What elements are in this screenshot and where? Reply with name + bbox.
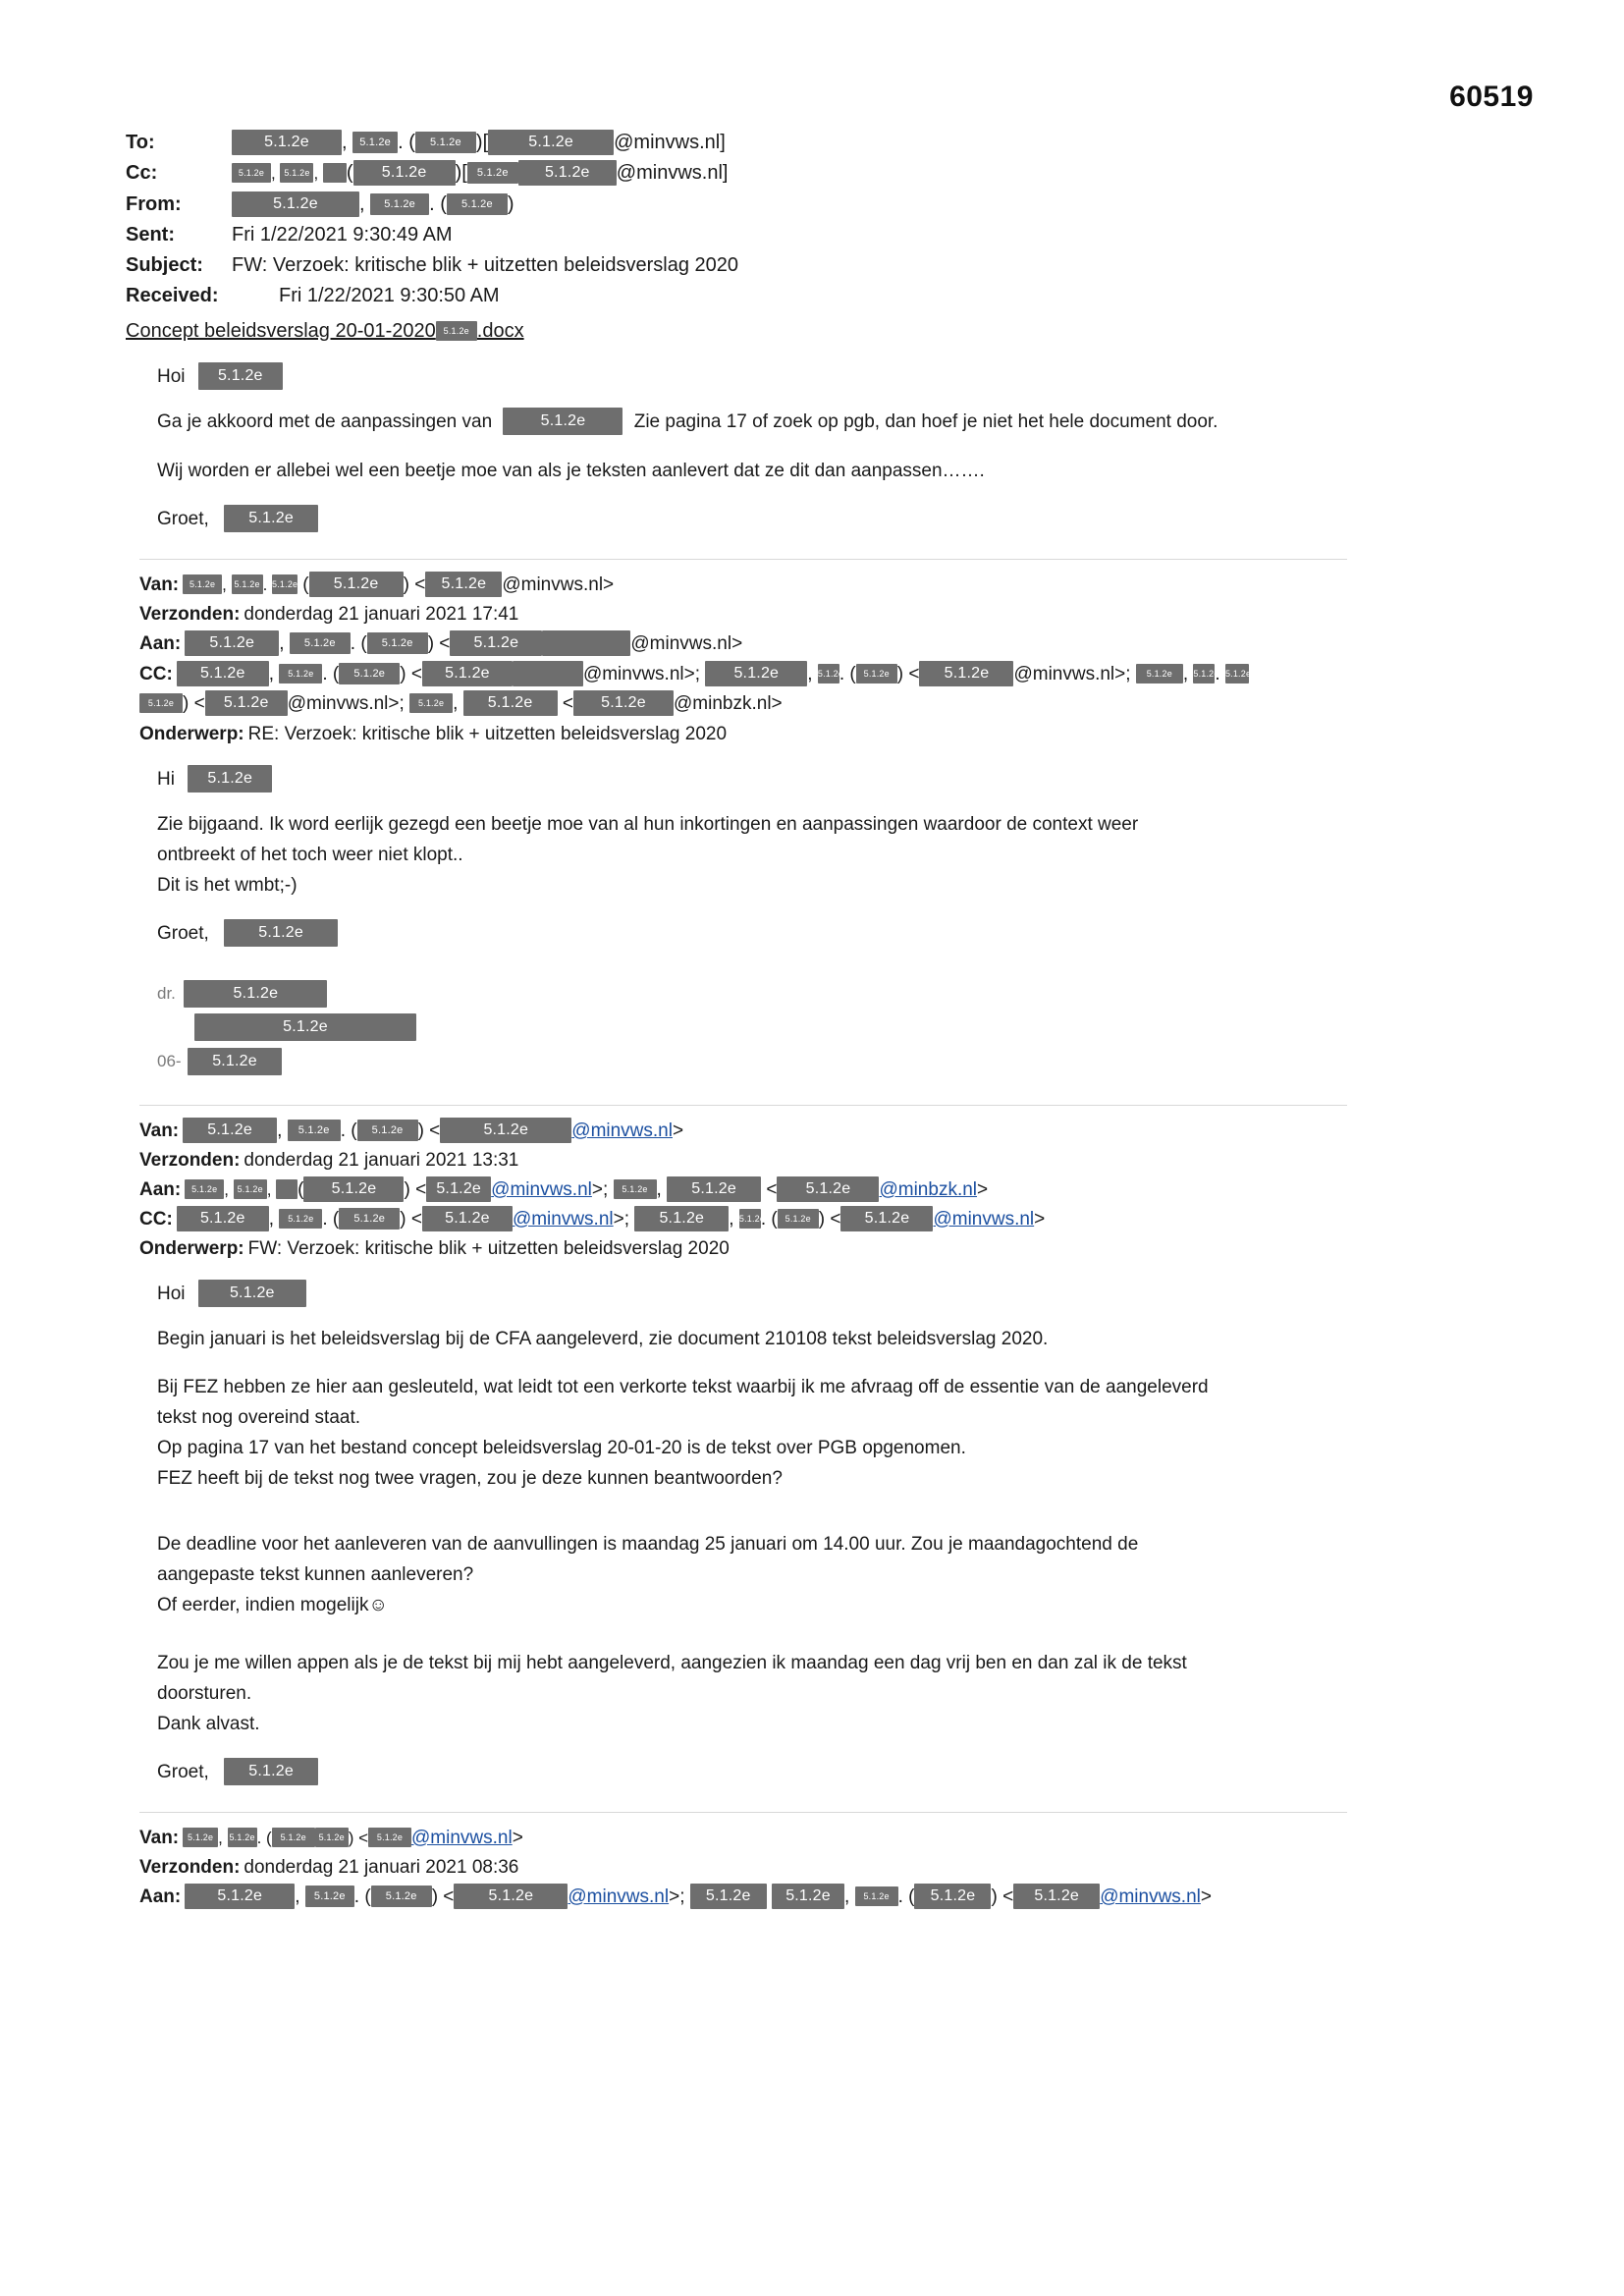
redaction-box: 5.1.2e: [467, 162, 518, 184]
header-value-to: 5.1.2e , 5.1.2e . ( 5.1.2e )[ 5.1.2e @minvws.nl]: [232, 128, 1520, 157]
email-link[interactable]: @minvws.nl: [933, 1209, 1035, 1230]
message-2-signature: [143, 977, 1520, 1079]
redaction-box: 5.1.2e: [188, 1048, 282, 1075]
quoted-domain: @minvws.nl>: [630, 633, 743, 654]
redaction-box: 5.1.2e: [194, 1013, 416, 1041]
header-row-received: [126, 281, 1520, 310]
paragraph-text: Ga je akkoord met de aanpassingen van: [157, 411, 493, 433]
redaction-box: 5.1.2e: [288, 1120, 341, 1141]
divider: [139, 1812, 1347, 1813]
quoted-label-verzonden: Verzonden:: [139, 604, 241, 625]
redaction-box: 5.1.2e: [184, 980, 327, 1008]
greeting-text: Hi: [157, 769, 175, 791]
redaction-box: 5.1.2e: [232, 574, 263, 594]
message-3-paragraph-2-line-2: tekst nog overeind staat.: [157, 1407, 361, 1428]
redaction-box: 5.1.2e: [1013, 1884, 1100, 1909]
email-link[interactable]: @minvws.nl: [491, 1179, 592, 1200]
redaction-box: 5.1.2e: [856, 664, 897, 683]
redaction-box: 5.1.2e: [818, 664, 839, 683]
signature-line-1: [157, 977, 1520, 1011]
redaction-box: 5.1.2e: [353, 160, 456, 186]
quoted-verzonden-value: donderdag 21 januari 2021 17:41: [244, 604, 519, 625]
signature-title: dr.: [157, 984, 176, 1003]
header-value-subject: FW: Verzoek: kritische blik + uitzetten beleidsverslag 2020: [232, 254, 738, 276]
redaction-box: 5.1.2e: [440, 1118, 571, 1143]
redaction-box: 5.1.2e: [840, 1206, 933, 1231]
redaction-box: 5.1.2e: [667, 1176, 761, 1202]
header-value-from: 5.1.2e , 5.1.2e . ( 5.1.2e ): [232, 190, 1520, 219]
quoted-label-verzonden: Verzonden:: [139, 1857, 241, 1878]
quoted-3-van: Van: 5.1.2e , 5.1.2e . ( 5.1.2e 5.1.2e ) < 5.1.2e @minvws.nl>: [139, 1828, 523, 1848]
redaction-box: 5.1.2e: [357, 1120, 418, 1141]
redaction-box: 5.1.2e: [634, 1206, 729, 1231]
header-to-domain: @minvws.nl]: [614, 132, 726, 153]
quoted-2-van: Van: 5.1.2e , 5.1.2e . ( 5.1.2e ) < 5.1.2e @minvws.nl>: [139, 1118, 1520, 1145]
greeting-text: Hoi: [157, 366, 186, 388]
redaction-box: 5.1.2e: [368, 1828, 411, 1847]
redaction-box: 5.1.2e: [370, 193, 429, 215]
redaction-box: 5.1.2e: [772, 1884, 844, 1909]
redaction-box: 5.1.2e: [280, 163, 313, 183]
quoted-3-verzonden: [139, 1854, 1520, 1882]
message-3-paragraph-3-line-3: Of eerder, indien mogelijk☺: [157, 1595, 388, 1615]
quoted-header-3: [126, 1812, 1520, 1911]
redaction-box: 5.1.2e: [1225, 664, 1249, 683]
header-label-sent: Sent:: [126, 224, 175, 246]
redaction-box: 5.1.2e: [198, 362, 283, 390]
header-label-cc: Cc:: [126, 162, 158, 184]
redaction-box: 5.1.2e: [232, 163, 271, 183]
redaction-box: 5.1.2e: [436, 321, 477, 341]
header-value-received: Fri 1/22/2021 9:30:50 AM: [279, 285, 500, 306]
quoted-domain: @minvws.nl>;: [582, 664, 701, 684]
header-row-sent: [126, 220, 1520, 249]
redaction-box: 5.1.2e: [855, 1886, 898, 1906]
redaction-box: 5.1.2e: [279, 1209, 322, 1229]
message-1-closing: [143, 506, 1520, 533]
message-1-paragraph-2: Wij worden er allebei wel een beetje moe van als je teksten aanlevert dat ze dit dan aanpassen…….: [157, 461, 985, 481]
message-3-greeting: [143, 1281, 1520, 1308]
redaction-box: 5.1.2e: [185, 1884, 295, 1909]
quoted-1-onderwerp: [139, 721, 1520, 748]
redaction-box: 5.1.2e: [232, 130, 342, 155]
redaction-box: 5.1.2e: [234, 1179, 267, 1199]
email-link[interactable]: @minvws.nl: [512, 1209, 614, 1230]
greeting-text: Hoi: [157, 1284, 186, 1305]
redaction-box: 5.1.2e: [198, 1280, 306, 1307]
redaction-box: 5.1.2e: [352, 132, 398, 153]
email-link[interactable]: @minvws.nl: [568, 1886, 670, 1907]
redaction-box: [276, 1179, 298, 1199]
signature-line-3: [157, 1045, 1520, 1079]
message-2-paragraph-1-line-2: ontbreekt of het toch weer niet klopt..: [157, 845, 463, 865]
message-3-paragraph-2-line-1: Bij FEZ hebben ze hier aan gesleuteld, wat leidt tot een verkorte tekst waarbij ik me afvraag off de essentie van de aangeleverd: [157, 1377, 1209, 1397]
message-3-paragraph-3-line-1: De deadline voor het aanleveren van de aanvullingen is maandag 25 januari om 14.00 uur. Zou je maandagochtend de: [157, 1534, 1139, 1555]
redaction-box: 5.1.2e: [224, 919, 338, 947]
quoted-1-van: Van: 5.1.2e , 5.1.2e . 5.1.2e ( 5.1.2e ) < 5.1.2e @minvws.nl>: [139, 572, 1520, 599]
message-3-paragraph-2-line-4: FEZ heeft bij de tekst nog twee vragen, zou je deze kunnen beantwoorden?: [157, 1468, 783, 1489]
message-2-paragraph-1-line-1: Zie bijgaand. Ik word eerlijk gezegd een beetje moe van al hun inkortingen en aanpassingen waardoor de context weer: [157, 814, 1139, 835]
paragraph-text: Zie pagina 17 of zoek op pgb, dan hoef je niet het hele document door.: [633, 411, 1218, 433]
quoted-domain: @minvws.nl>;: [287, 693, 405, 714]
redaction-box: 5.1.2e: [279, 664, 322, 683]
redaction-box: 5.1.2e: [228, 1828, 257, 1847]
signature-line-2: [157, 1011, 1520, 1045]
redaction-box: 5.1.2e: [463, 690, 558, 716]
redaction-box: 5.1.2e: [303, 1176, 404, 1202]
divider: [139, 1105, 1347, 1106]
header-row-cc: [126, 158, 1520, 189]
quoted-verzonden-value: donderdag 21 januari 2021 13:31: [244, 1150, 519, 1171]
quoted-domain: @minvws.nl>;: [1013, 664, 1131, 684]
redaction-box: 5.1.2e: [919, 661, 1013, 686]
redaction-box: 5.1.2e: [224, 1758, 318, 1785]
redaction-box: 5.1.2e: [339, 1208, 400, 1230]
redaction-box: 5.1.2e: [183, 574, 222, 594]
redaction-box: 5.1.2e: [426, 1176, 491, 1202]
quoted-label-onderwerp: Onderwerp:: [139, 724, 244, 744]
quoted-2-onderwerp: [139, 1235, 1520, 1263]
redaction-box: 5.1.2e: [422, 1206, 513, 1231]
message-3-paragraph-2-line-3: Op pagina 17 van het bestand concept beleidsverslag 20-01-20 is de tekst over PGB opgenomen.: [157, 1438, 966, 1458]
message-3-closing: [143, 1759, 1520, 1786]
message-1-greeting: [143, 363, 1520, 391]
redaction-box: 5.1.2e: [309, 572, 404, 597]
quoted-2-aan: Aan: 5.1.2e , 5.1.2e , ( 5.1.2e ) < 5.1.2e @minvws.nl>; 5.1.2e , 5.1.2e < 5.1.2e @minbzk.nl>: [139, 1176, 1520, 1204]
redaction-box: 5.1.2e: [454, 1884, 568, 1909]
redaction-box: 5.1.2e: [425, 572, 502, 597]
redaction-box: 5.1.2e: [1136, 664, 1183, 683]
redaction-box: 5.1.2e: [185, 1179, 224, 1199]
divider: [139, 559, 1347, 560]
quoted-label-aan: Aan:: [139, 633, 182, 654]
header-cc-domain: @minvws.nl]: [616, 162, 729, 184]
quoted-header-1: [126, 559, 1520, 748]
message-3-paragraph-4-line-3: Dank alvast.: [157, 1714, 260, 1734]
message-2-greeting: [143, 766, 1520, 793]
redaction-box: [323, 163, 347, 183]
quoted-label-aan: Aan:: [139, 1179, 182, 1200]
quoted-1-aan: Aan: 5.1.2e , 5.1.2e . ( 5.1.2e ) < 5.1.2e @minvws.nl>: [139, 630, 1520, 658]
redaction-box: [513, 661, 583, 686]
redaction-box: 5.1.2e: [272, 574, 298, 594]
quoted-verzonden-value: donderdag 21 januari 2021 08:36: [244, 1857, 519, 1878]
redaction-box: 5.1.2e: [503, 408, 623, 435]
quoted-label-van: Van:: [139, 1828, 180, 1848]
message-1-paragraph-1: [143, 409, 1520, 436]
quoted-1-verzonden: [139, 601, 1520, 629]
message-3-paragraph-4-line-1: Zou je me willen appen als je de tekst bij mij hebt aangeleverd, aangezien ik maandag een dag vrij ben en dan zal ik de tekst: [157, 1653, 1187, 1673]
redaction-box: 5.1.2e: [290, 632, 351, 654]
redaction-box: 5.1.2e: [177, 1206, 269, 1231]
attachment-link[interactable]: [126, 316, 1520, 346]
quoted-header-2: [126, 1105, 1520, 1263]
email-link[interactable]: @minbzk.nl: [879, 1179, 978, 1200]
redaction-box: [542, 630, 630, 656]
redaction-box: 5.1.2e: [224, 505, 318, 532]
header-value-sent: Fri 1/22/2021 9:30:49 AM: [232, 224, 453, 246]
header-value-cc: 5.1.2e , 5.1.2e , ( 5.1.2e )[ 5.1.2e 5.1.2e @minvws.nl]: [232, 158, 1520, 189]
email-header: [126, 128, 1520, 346]
header-row-to: [126, 128, 1520, 157]
redaction-box: 5.1.2e: [778, 1209, 819, 1229]
redaction-box: 5.1.2e: [573, 690, 674, 716]
message-3-paragraph-3-line-2: aangepaste tekst kunnen aanleveren?: [157, 1564, 474, 1585]
header-row-from: [126, 190, 1520, 219]
message-2-paragraph-1-line-3: Dit is het wmbt;-): [157, 875, 298, 896]
message-3-paragraph-1: Begin januari is het beleidsverslag bij de CFA aangeleverd, zie document 210108 tekst beleidsverslag 2020.: [157, 1329, 1049, 1349]
header-label-subject: Subject:: [126, 254, 203, 276]
quoted-2-cc: CC: 5.1.2e , 5.1.2e . ( 5.1.2e ) < 5.1.2e @minvws.nl>; 5.1.2e , 5.1.2e. ( 5.1.2e ) < 5.1.2e @minvws.nl>: [139, 1206, 1520, 1233]
attachment-name-suffix: .docx: [476, 320, 524, 342]
redaction-box: 5.1.2e: [177, 661, 269, 686]
redaction-box: 5.1.2e: [205, 690, 288, 716]
redaction-box: 5.1.2e: [305, 1886, 354, 1907]
quoted-3-aan: Aan: 5.1.2e , 5.1.2e . ( 5.1.2e ) < 5.1.2e @minvws.nl>; 5.1.2e 5.1.2e , 5.1.2e . ( 5.1.2e ) < 5.1.2e @minvws.nl>: [139, 1884, 1520, 1911]
message-3: [126, 1281, 1520, 1786]
redaction-box: 5.1.2e: [185, 630, 279, 656]
redaction-box: 5.1.2e: [614, 1179, 657, 1199]
quoted-label-cc: CC:: [139, 1209, 173, 1230]
redaction-box: 5.1.2e: [777, 1176, 879, 1202]
redaction-box: 5.1.2e: [339, 663, 400, 684]
document-number: 60519: [1449, 81, 1534, 113]
redaction-box: 5.1.2e: [422, 661, 513, 686]
redaction-box: 5.1.2e: [447, 193, 508, 215]
redaction-box: 5.1.2e: [188, 765, 272, 793]
quoted-label-van: Van:: [139, 1121, 180, 1141]
quoted-label-van: Van:: [139, 574, 180, 595]
quoted-domain: @minbzk.nl>: [674, 693, 783, 714]
redaction-box: 5.1.2e: [139, 693, 183, 713]
redaction-box: 5.1.2e: [914, 1884, 991, 1909]
redaction-box: 5.1.2e: [371, 1886, 432, 1907]
quoted-domain: @minvws.nl>: [502, 574, 615, 595]
header-row-subject: [126, 250, 1520, 280]
email-link[interactable]: @minvws.nl: [1100, 1886, 1201, 1907]
closing-text: Groet,: [157, 923, 209, 945]
quoted-label-verzonden: Verzonden:: [139, 1150, 241, 1171]
quoted-onderwerp-value: RE: Verzoek: kritische blik + uitzetten beleidsverslag 2020: [247, 724, 728, 744]
header-label-to: To:: [126, 132, 155, 153]
header-label-received: Received:: [126, 285, 219, 306]
closing-text: Groet,: [157, 1762, 209, 1783]
redaction-box: 5.1.2e: [739, 1209, 761, 1229]
quoted-label-aan: Aan:: [139, 1886, 182, 1907]
quoted-label-onderwerp: Onderwerp:: [139, 1238, 244, 1259]
message-3-paragraph-4-line-2: doorsturen.: [157, 1683, 252, 1704]
message-1: [126, 363, 1520, 533]
email-link[interactable]: @minvws.nl: [571, 1121, 673, 1141]
message-2: [126, 766, 1520, 1079]
redaction-box: 5.1.2e: [315, 1828, 349, 1847]
redaction-box: 5.1.2e: [690, 1884, 767, 1909]
closing-text: Groet,: [157, 509, 209, 530]
redaction-box: 5.1.2e: [705, 661, 807, 686]
quoted-1-cc: CC: 5.1.2e , 5.1.2e . ( 5.1.2e ) < 5.1.2e @minvws.nl>; 5.1.2e , 5.1.2e. ( 5.1.2e ) < 5.1.2e @minvws.nl>; 5.1.2e , 5.1.2e. 5.1.2e 5.1.2e ) < 5.1.2e @minvws.nl>; 5.1.2e , 5.1.2e < 5.1.2e @minbzk.nl>: [139, 660, 1520, 719]
message-2-closing: [143, 920, 1520, 948]
redaction-box: 5.1.2e: [232, 191, 359, 217]
redaction-box: 5.1.2e: [409, 693, 453, 713]
redaction-box: 5.1.2e: [1193, 664, 1215, 683]
redaction-box: 5.1.2e: [367, 632, 428, 654]
quoted-onderwerp-value: FW: Verzoek: kritische blik + uitzetten beleidsverslag 2020: [247, 1238, 730, 1259]
redaction-box: 5.1.2e: [450, 630, 542, 656]
quoted-2-verzonden: [139, 1147, 1520, 1175]
redaction-box: 5.1.2e: [488, 130, 614, 155]
redaction-box: 5.1.2e: [183, 1828, 218, 1847]
redaction-box: 5.1.2e: [183, 1118, 277, 1143]
signature-phone-prefix: 06-: [157, 1052, 182, 1070]
redaction-box: 5.1.2e: [518, 160, 617, 186]
redaction-box: 5.1.2e: [415, 132, 476, 153]
email-link[interactable]: @minvws.nl: [411, 1828, 513, 1848]
redaction-box: 5.1.2e: [272, 1828, 315, 1847]
quoted-label-cc: CC:: [139, 664, 173, 684]
email-content: [126, 128, 1520, 1913]
attachment-name-prefix: Concept beleidsverslag 20-01-2020: [126, 320, 436, 342]
header-label-from: From:: [126, 193, 182, 215]
